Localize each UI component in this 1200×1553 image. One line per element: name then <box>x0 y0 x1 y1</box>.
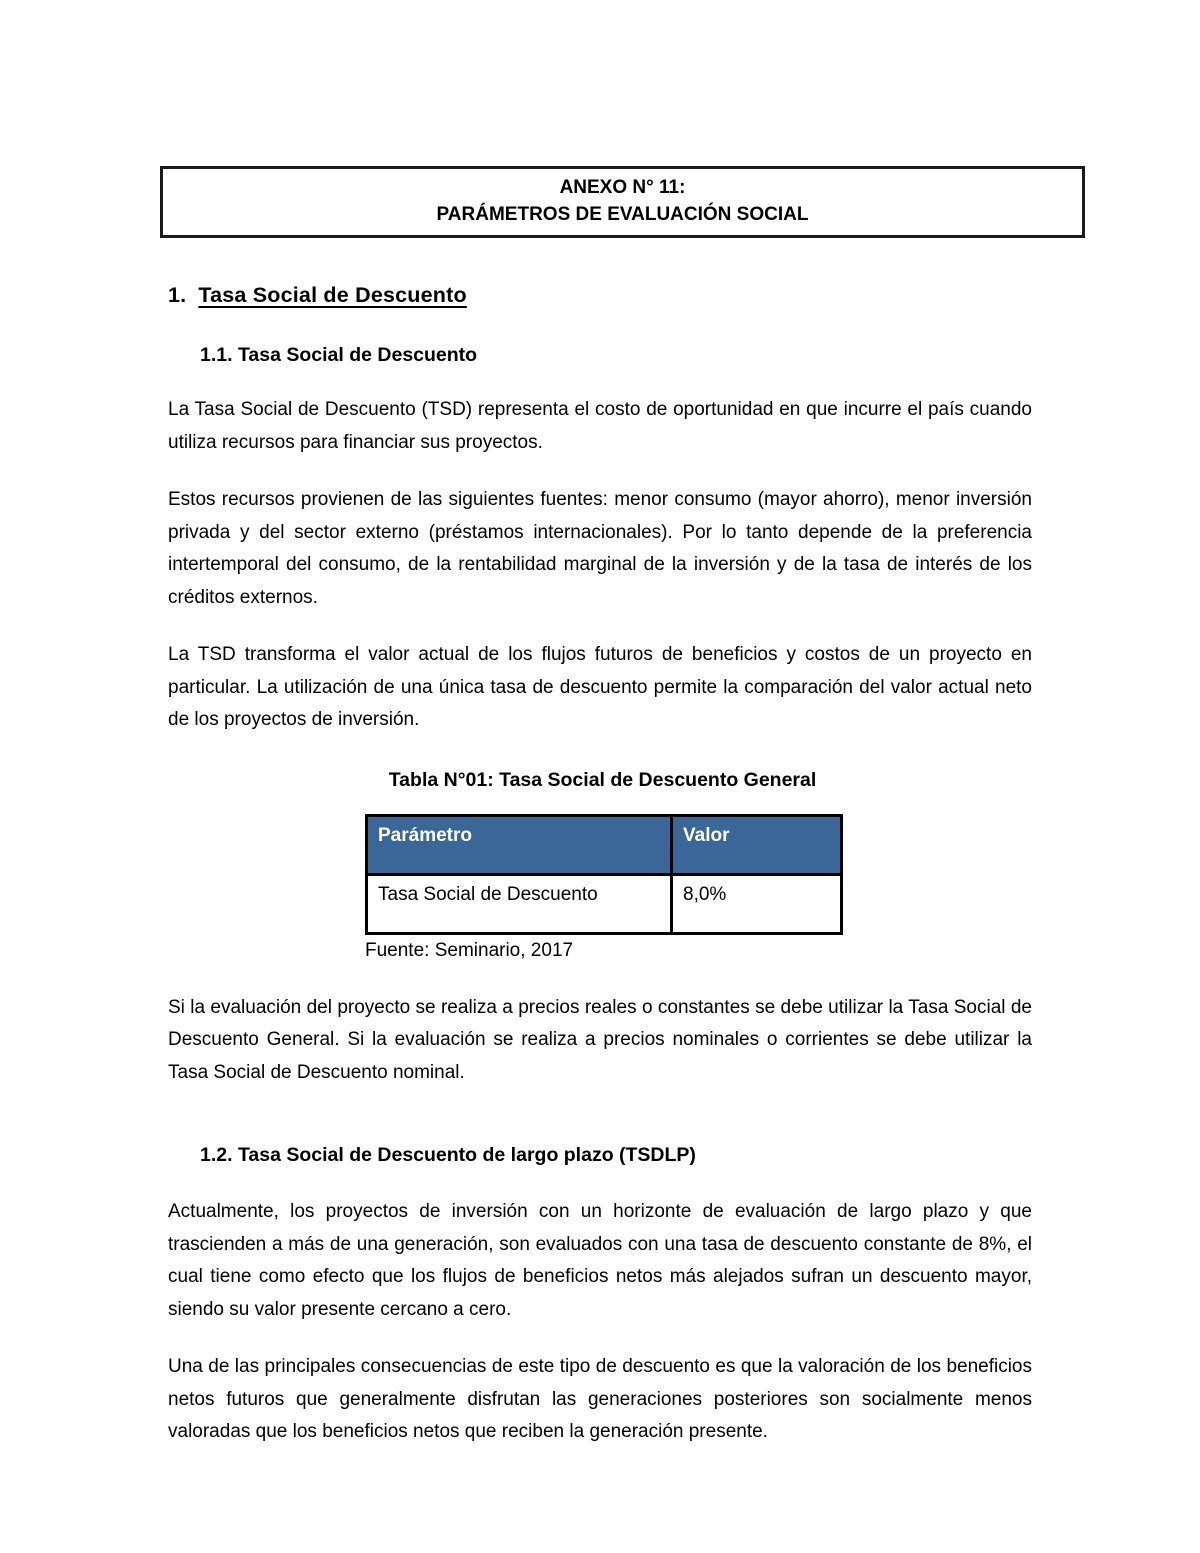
paragraph-tsd-definition: La Tasa Social de Descuento (TSD) representa el costo de oportunidad en que incurre el país cuando utiliza recursos para financiar sus proyectos. <box>168 399 1032 453</box>
section-1-heading <box>168 283 1032 308</box>
table-caption: Tabla N°01: Tasa Social de Descuento General <box>388 768 817 791</box>
paragraph-tsdlp-consecuencias: Una de las principales consecuencias de este tipo de descuento es que la valoración de los beneficios netos futuros que generalmente disfrutan las generaciones posteriores son socialmente menos valoradas que los beneficios netos que reciben la generación presente. <box>168 1356 1032 1442</box>
annex-title-box <box>160 166 1085 238</box>
table-cell-valor: 8,0% <box>672 874 842 933</box>
paragraph-tsdlp-actualmente: Actualmente, los proyectos de inversión con un horizonte de evaluación de largo plazo y que trascienden a más de una generación, son evaluados con una tasa de descuento constante de 8%, el cual tiene como efecto que los flujos de beneficios netos más alejados sufran un descuento mayor, siendo su valor presente cercano a cero. <box>168 1201 1032 1320</box>
section-1-1-heading: 1.1. Tasa Social de Descuento <box>200 344 478 366</box>
section-1-title: Tasa Social de Descuento <box>198 283 467 307</box>
tsd-general-table <box>365 814 843 935</box>
table-header-valor: Valor <box>672 815 842 874</box>
document-body <box>168 283 1032 1449</box>
section-1-2-heading: 1.2. Tasa Social de Descuento de largo plazo (TSDLP) <box>200 1144 696 1166</box>
paragraph-evaluacion-precios: Si la evaluación del proyecto se realiza a precios reales o constantes se debe utilizar la Tasa Social de Descuento General. Si la evaluación se realiza a precios nominales o corrientes se debe utilizar la Tasa Social de Descuento nominal. <box>168 996 1032 1083</box>
table-row <box>367 874 842 933</box>
table-block <box>365 769 840 962</box>
table-cell-parametro: Tasa Social de Descuento <box>367 874 672 933</box>
table-header-row <box>367 815 842 874</box>
paragraph-tsd-transforma: La TSD transforma el valor actual de los flujos futuros de beneficios y costos de un proyecto en particular. La utilización de una única tasa de descuento permite la comparación del valor actual neto de los proyectos de inversión. <box>168 644 1032 730</box>
annex-title-line2: PARÁMETROS DE EVALUACIÓN SOCIAL <box>436 204 809 225</box>
table-source: Fuente: Seminario, 2017 <box>365 939 574 961</box>
annex-title-line1: ANEXO N° 11: <box>559 177 686 198</box>
paragraph-recursos-fuentes: Estos recursos provienen de las siguientes fuentes: menor consumo (mayor ahorro), menor inversión privada y del sector externo (préstamos internacionales). Por lo tanto depende de la preferencia intertemporal del consumo, de la rentabilidad marginal de la inversión y de la tasa de interés de los créditos externos. <box>168 489 1032 608</box>
section-1-number: 1. <box>168 283 187 307</box>
table-header-parametro: Parámetro <box>367 815 672 874</box>
